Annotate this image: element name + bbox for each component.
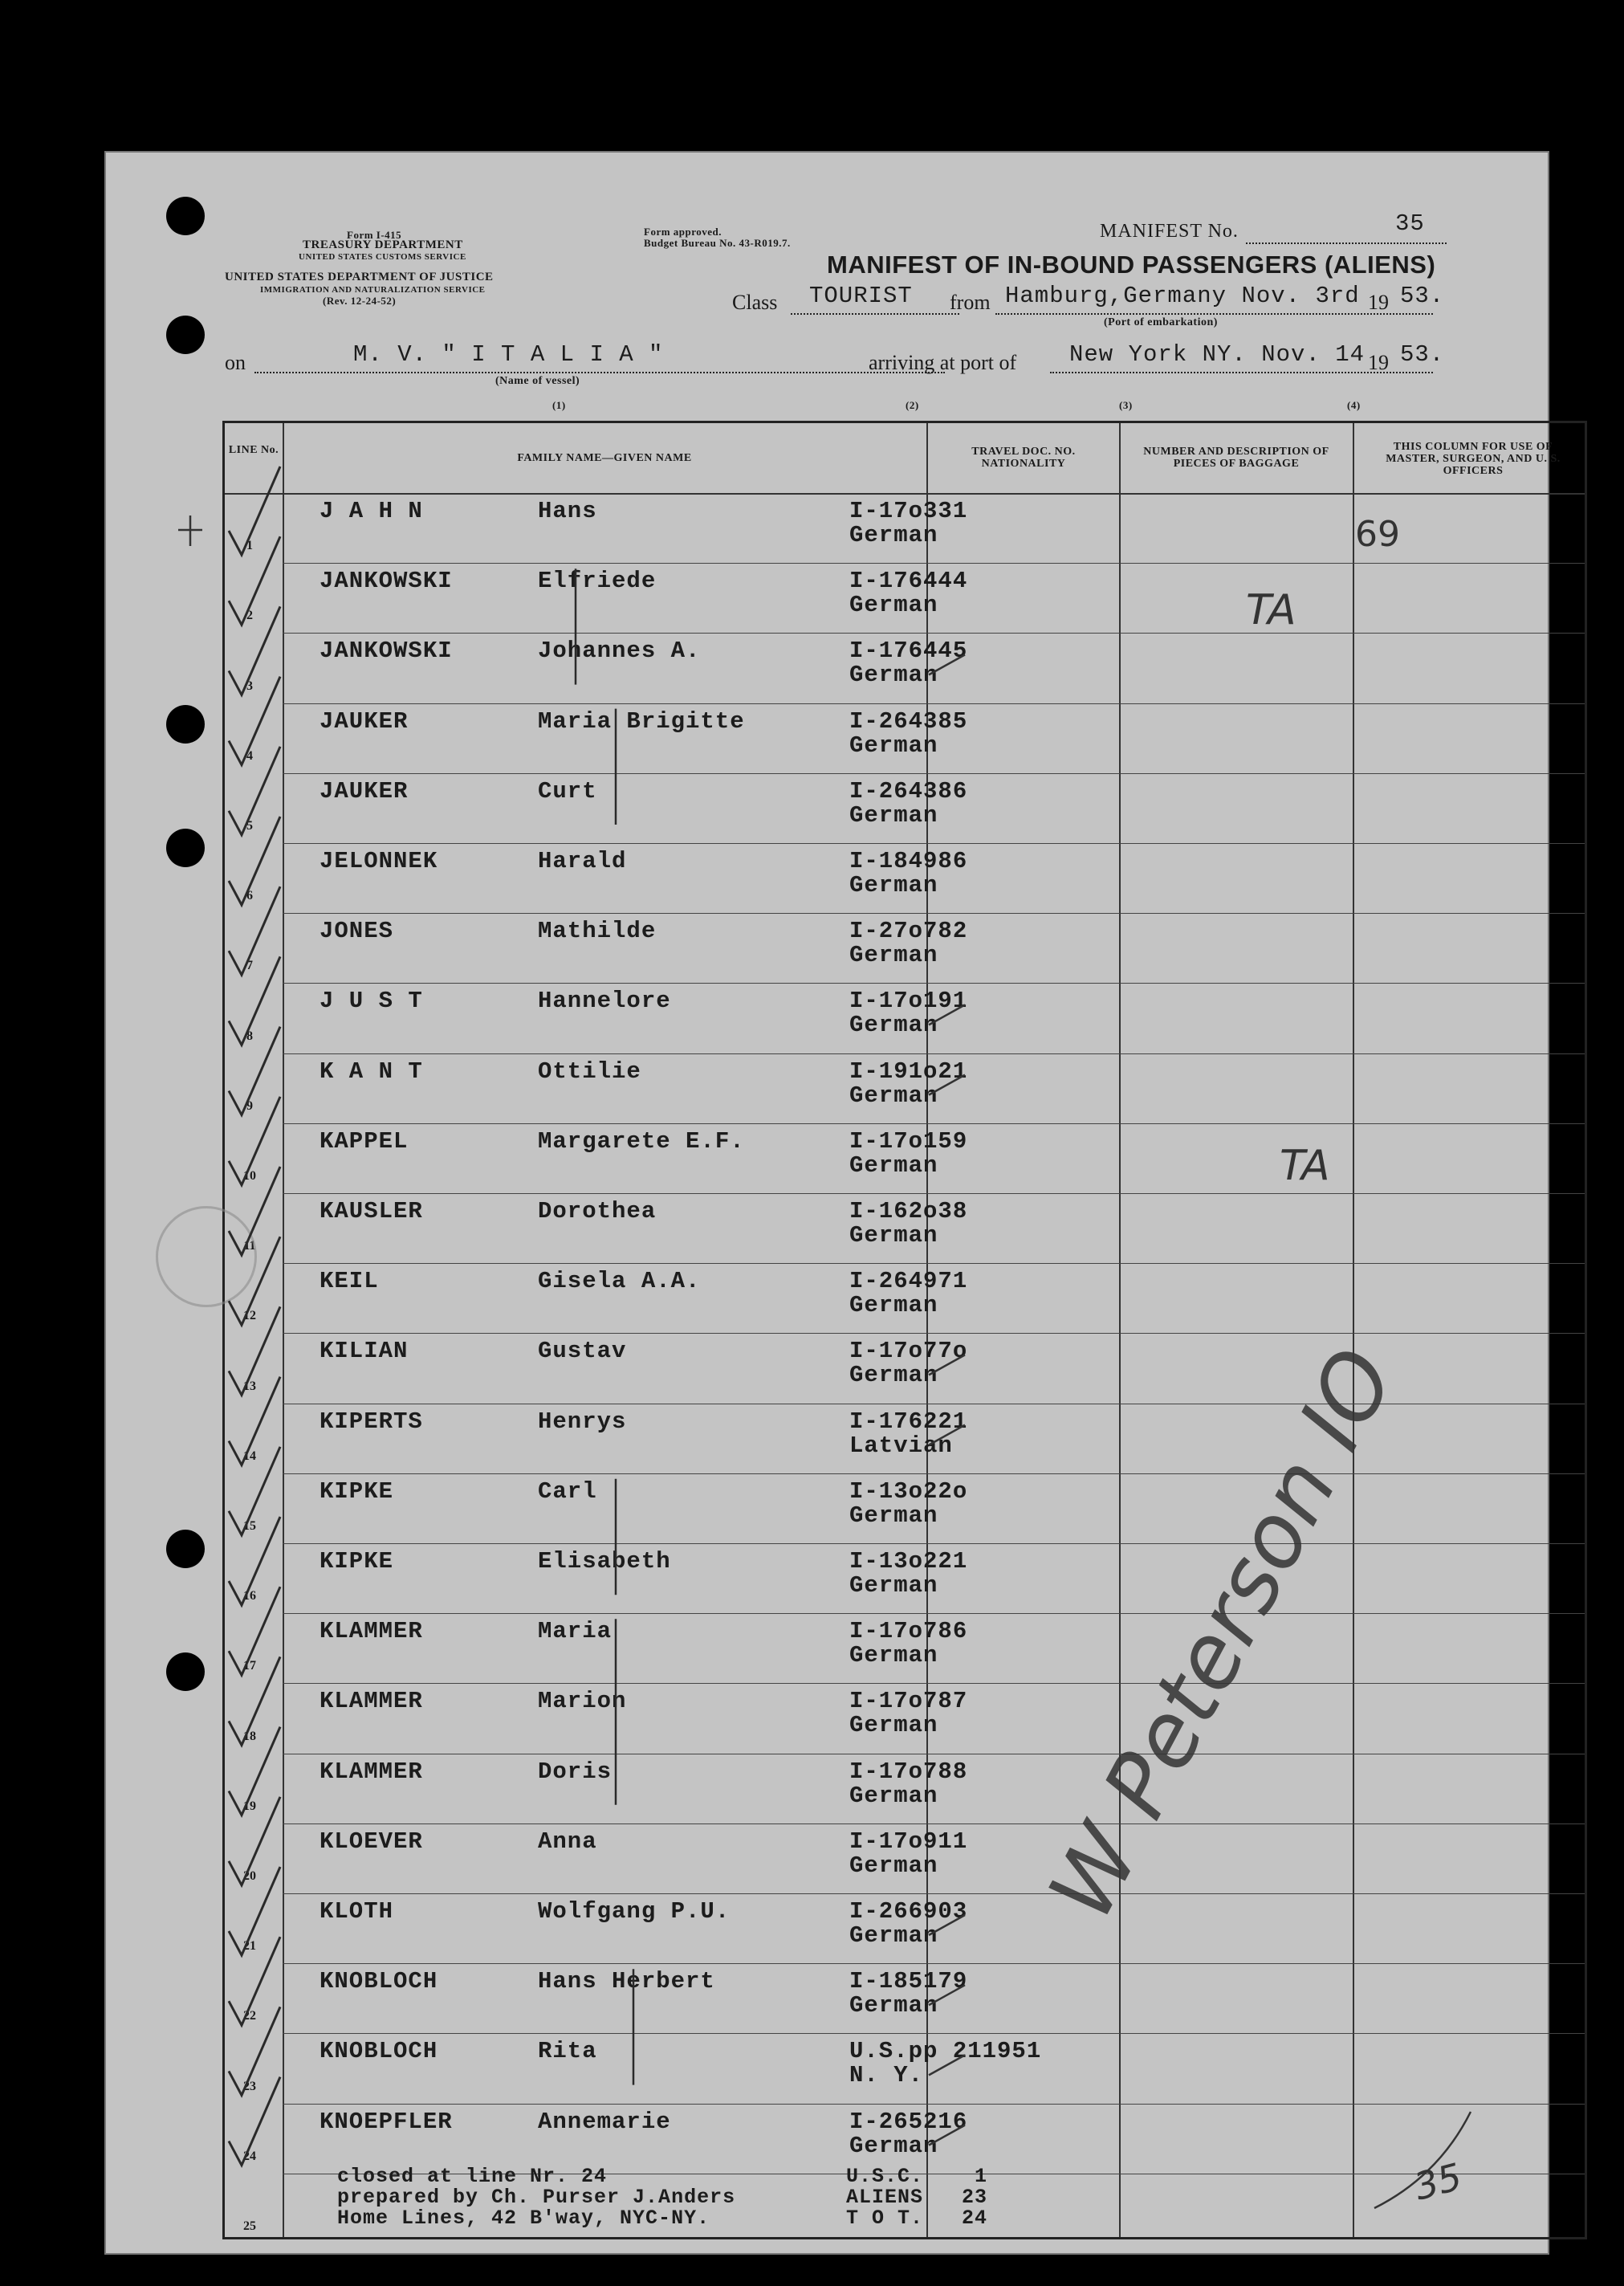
nationality: N. Y.	[849, 2062, 924, 2089]
tick-mark	[929, 1915, 965, 1935]
tick-mark	[929, 654, 965, 674]
checkmark	[229, 1727, 280, 1815]
given-name: Mathilde	[538, 918, 657, 945]
travel-doc-number: I-13o221	[849, 1548, 968, 1575]
given-name: Hannelore	[538, 988, 671, 1015]
nationality: German	[849, 1922, 938, 1949]
vessel-name: M. V. " I T A L I A "	[353, 341, 664, 368]
travel-doc-number: I-185179	[849, 1968, 968, 1995]
nationality: German	[849, 592, 938, 619]
home-lines-address: Home Lines, 42 B'way, NYC-NY.	[337, 2207, 710, 2230]
travel-doc-number: I-162o38	[849, 1198, 968, 1224]
column-number-2: (2)	[906, 399, 919, 411]
family-name: K A N T	[320, 1057, 423, 1085]
checkmark	[229, 1097, 280, 1185]
travel-doc-number: I-17o911	[849, 1828, 968, 1855]
given-name: Wolfgang P.U.	[538, 1898, 731, 1925]
given-name: Harald	[538, 848, 627, 874]
header-travel-doc: TRAVEL DOC. NO. NATIONALITY	[971, 446, 1076, 470]
punch-hole	[166, 829, 205, 867]
given-name: Gisela A.A.	[538, 1268, 701, 1295]
nationality: German	[849, 1852, 938, 1879]
line-number: 4	[246, 748, 253, 763]
given-name: Margarete E.F.	[538, 1127, 745, 1155]
checkmark	[229, 1937, 280, 2025]
given-name: Maria	[538, 1618, 613, 1645]
checkmark	[229, 1447, 280, 1535]
departure-year: 53.	[1400, 283, 1445, 309]
checkmark	[229, 467, 280, 555]
checkmark	[229, 1027, 280, 1115]
checkmark	[229, 956, 280, 1045]
given-name: Curt	[538, 777, 597, 805]
family-name: KEIL	[320, 1268, 379, 1295]
family-name: JONES	[320, 918, 394, 945]
checkmark	[229, 1867, 280, 1955]
line-number: 22	[243, 2009, 256, 2023]
nationality: German	[849, 872, 938, 899]
travel-doc-number: I-184986	[849, 848, 968, 874]
nationality: German	[849, 662, 938, 689]
header-line-no: LINE No.	[228, 444, 279, 456]
checkmark	[229, 606, 280, 695]
family-name: J A H N	[320, 498, 423, 524]
given-name: Henrys	[538, 1408, 627, 1435]
tick-mark	[929, 2125, 965, 2145]
line-number: 9	[246, 1098, 253, 1113]
family-name: JANKOWSKI	[320, 568, 453, 595]
checkmark	[229, 1587, 280, 1675]
travel-doc-number: I-17o191	[849, 988, 968, 1015]
checkmark	[229, 886, 280, 975]
travel-doc-number: I-264385	[849, 707, 968, 735]
total-aliens: ALIENS 23	[846, 2186, 988, 2209]
travel-doc-number: I-264386	[849, 777, 968, 805]
line-number: 6	[246, 889, 253, 903]
travel-doc-number: U.S.pp 211951	[849, 2038, 1042, 2065]
handwritten-page-number: 35	[1410, 2154, 1467, 2209]
travel-doc-number: I-191o21	[849, 1057, 968, 1085]
line-number: 21	[243, 1939, 256, 1954]
arrival-year: 53.	[1400, 341, 1445, 368]
total-usc: U.S.C. 1	[846, 2165, 988, 2188]
family-name: KLAMMER	[320, 1618, 423, 1645]
checkmark	[229, 2077, 280, 2166]
punch-hole	[166, 197, 205, 235]
line-number: 2	[246, 609, 253, 623]
nationality: German	[849, 1151, 938, 1179]
travel-doc-number: I-17o77o	[849, 1338, 968, 1365]
line-number: 10	[243, 1168, 256, 1183]
family-name: KLOEVER	[320, 1828, 423, 1855]
travel-doc-number: I-17o787	[849, 1688, 968, 1715]
handwritten-ta-1: TA	[1246, 586, 1296, 634]
travel-doc-number: I-13o22o	[849, 1477, 968, 1505]
family-name: KAPPEL	[320, 1127, 409, 1155]
travel-doc-number: I-17o786	[849, 1618, 968, 1645]
signature-stroke	[1374, 2112, 1471, 2208]
family-name: KIPKE	[320, 1548, 394, 1575]
family-name: JAUKER	[320, 777, 409, 805]
travel-doc-number: I-17o331	[849, 498, 968, 524]
family-name: KIPERTS	[320, 1408, 423, 1435]
form-number: Form I-415	[347, 229, 402, 241]
immigration-service: IMMIGRATION AND NATURALIZATION SERVICE	[260, 285, 486, 295]
column-number-3: (3)	[1119, 399, 1133, 411]
checkmark	[229, 677, 280, 765]
customs-service: UNITED STATES CUSTOMS SERVICE	[299, 252, 466, 262]
nationality: German	[849, 1642, 938, 1669]
family-name: J U S T	[320, 988, 423, 1015]
tick-mark	[929, 1985, 965, 2005]
embarkation-port-date: Hamburg,Germany Nov. 3rd	[1005, 283, 1360, 309]
family-name: KILIAN	[320, 1338, 409, 1365]
from-label: from	[950, 291, 991, 314]
tick-mark	[929, 2055, 965, 2075]
manifest-number: 35	[1395, 210, 1425, 237]
checkmark	[229, 747, 280, 835]
travel-doc-number: I-176444	[849, 568, 968, 595]
travel-doc-number: I-266903	[849, 1898, 968, 1925]
on-label: on	[225, 351, 246, 374]
punch-hole	[166, 1530, 205, 1568]
given-name: Johannes A.	[538, 638, 701, 665]
nationality: German	[849, 801, 938, 829]
given-name: Anna	[538, 1828, 597, 1855]
family-name: KAUSLER	[320, 1198, 423, 1224]
header-officers: THIS COLUMN FOR USE OF MASTER, SURGEON, AND U. S. OFFICERS	[1386, 441, 1561, 477]
manifest-title: MANIFEST OF IN-BOUND PASSENGERS (ALIENS)	[827, 251, 1436, 279]
nationality: German	[849, 1572, 938, 1599]
prepared-by: prepared by Ch. Purser J.Anders	[337, 2186, 736, 2209]
line-number: 18	[243, 1729, 256, 1743]
nationality: German	[849, 2132, 938, 2159]
port-embarkation-caption: (Port of embarkation)	[1104, 316, 1218, 328]
given-name: Gustav	[538, 1338, 627, 1365]
family-name: JAUKER	[320, 707, 409, 735]
nationality: German	[849, 1362, 938, 1389]
family-name: KLAMMER	[320, 1688, 423, 1715]
nationality: German	[849, 1012, 938, 1039]
checkmark	[229, 1167, 280, 1255]
department-of-justice: UNITED STATES DEPARTMENT OF JUSTICE	[225, 271, 494, 283]
travel-doc-number: I-176221	[849, 1408, 968, 1435]
given-name: Annemarie	[538, 2108, 671, 2135]
line-number: 16	[243, 1589, 256, 1603]
family-name: KLOTH	[320, 1898, 394, 1925]
punch-hole	[166, 316, 205, 354]
line-number: 25	[243, 2219, 256, 2233]
checkmark	[229, 1517, 280, 1605]
nationality: German	[849, 1782, 938, 1809]
checkmark	[229, 536, 280, 625]
tick-mark	[929, 1075, 965, 1095]
checkmark	[229, 2007, 280, 2095]
family-name: KIPKE	[320, 1477, 394, 1505]
nationality: German	[849, 1292, 938, 1319]
class-label: Class	[732, 291, 778, 314]
manifest-page	[104, 151, 1561, 2255]
punch-hole	[166, 1652, 205, 1691]
line-number: 20	[243, 1868, 256, 1883]
header-name: FAMILY NAME—GIVEN NAME	[517, 452, 692, 464]
line-number: 24	[243, 2149, 256, 2163]
closed-at-line: closed at line Nr. 24	[337, 2165, 608, 2188]
travel-doc-number: I-264971	[849, 1268, 968, 1295]
family-name: KNOBLOCH	[320, 2038, 438, 2065]
given-name: Elfriede	[538, 568, 657, 595]
line-number: 3	[246, 678, 253, 693]
given-name: Dorothea	[538, 1198, 657, 1224]
tick-mark	[929, 1355, 965, 1375]
family-name: JELONNEK	[320, 848, 438, 874]
arriving-label: arriving at port of	[869, 351, 1017, 374]
checkmark	[229, 1656, 280, 1745]
line-number: 12	[243, 1309, 256, 1323]
column-number-4: (4)	[1347, 399, 1361, 411]
tick-mark	[929, 1004, 965, 1025]
given-name: Marion	[538, 1688, 627, 1715]
given-name: Carl	[538, 1477, 597, 1505]
manifest-number-label: MANIFEST No.	[1100, 221, 1239, 242]
handwritten-count: 69	[1355, 514, 1400, 555]
given-name: Rita	[538, 2038, 597, 2065]
line-number: 15	[243, 1518, 256, 1533]
family-name: KNOBLOCH	[320, 1968, 438, 1995]
nationality: German	[849, 942, 938, 969]
given-name: Doris	[538, 1758, 613, 1785]
line-number: 11	[243, 1239, 256, 1253]
line-number: 13	[243, 1379, 256, 1393]
line-number: 17	[243, 1659, 256, 1673]
checkmarks-overlay	[106, 153, 1551, 2256]
given-name: Maria Brigitte	[538, 707, 745, 735]
given-name: Ottilie	[538, 1057, 641, 1085]
plus-mark	[178, 515, 202, 546]
nationality: German	[849, 1502, 938, 1529]
checkmark	[229, 1797, 280, 1885]
line-number: 5	[246, 818, 253, 833]
nationality: German	[849, 731, 938, 759]
nationality: German	[849, 522, 938, 548]
inspector-signature: W Peterson IO	[1029, 1332, 1415, 1936]
travel-doc-number: I-265216	[849, 2108, 968, 2135]
family-name: KNOEPFLER	[320, 2108, 453, 2135]
travel-doc-number: I-17o159	[849, 1127, 968, 1155]
nationality: Latvian	[849, 1432, 953, 1459]
column-number-1: (1)	[552, 399, 566, 411]
vessel-caption: (Name of vessel)	[495, 375, 580, 387]
travel-doc-number: I-17o788	[849, 1758, 968, 1785]
nationality: German	[849, 1082, 938, 1109]
revision-date: (Rev. 12-24-52)	[323, 295, 397, 307]
line-number: 14	[243, 1449, 256, 1463]
treasury-department: TREASURY DEPARTMENT	[303, 238, 463, 251]
given-name: Hans Herbert	[538, 1968, 715, 1995]
line-number: 1	[246, 539, 253, 553]
given-name: Hans	[538, 498, 597, 524]
line-number: 8	[246, 1029, 253, 1043]
checkmark	[229, 1377, 280, 1465]
punch-hole	[166, 705, 205, 744]
header-baggage: NUMBER AND DESCRIPTION OF PIECES OF BAGGAGE	[1143, 446, 1329, 470]
arrival-port-date: New York NY. Nov. 14	[1069, 341, 1366, 368]
year-prefix: 19	[1368, 291, 1389, 314]
given-name: Elisabeth	[538, 1548, 671, 1575]
nationality: German	[849, 1992, 938, 2019]
handwritten-ta-2: TA	[1280, 1142, 1330, 1190]
form-approved: Form approved.	[644, 226, 722, 238]
budget-bureau: Budget Bureau No. 43-R019.7.	[644, 237, 791, 249]
checkmark	[229, 817, 280, 905]
nationality: German	[849, 1712, 938, 1739]
family-name: KLAMMER	[320, 1758, 423, 1785]
nationality: German	[849, 1222, 938, 1249]
checkmark	[229, 1306, 280, 1395]
travel-doc-number: I-27o782	[849, 918, 968, 945]
line-number: 7	[246, 959, 253, 973]
family-name: JANKOWSKI	[320, 638, 453, 665]
year-prefix-2: 19	[1368, 351, 1389, 374]
travel-doc-number: I-176445	[849, 638, 968, 665]
class-value: TOURIST	[809, 283, 913, 309]
line-number: 23	[243, 2079, 256, 2093]
checkmark	[229, 1237, 280, 1325]
tick-mark	[929, 1425, 965, 1445]
line-number: 19	[243, 1799, 256, 1813]
total-tot: T O T. 24	[846, 2207, 988, 2230]
